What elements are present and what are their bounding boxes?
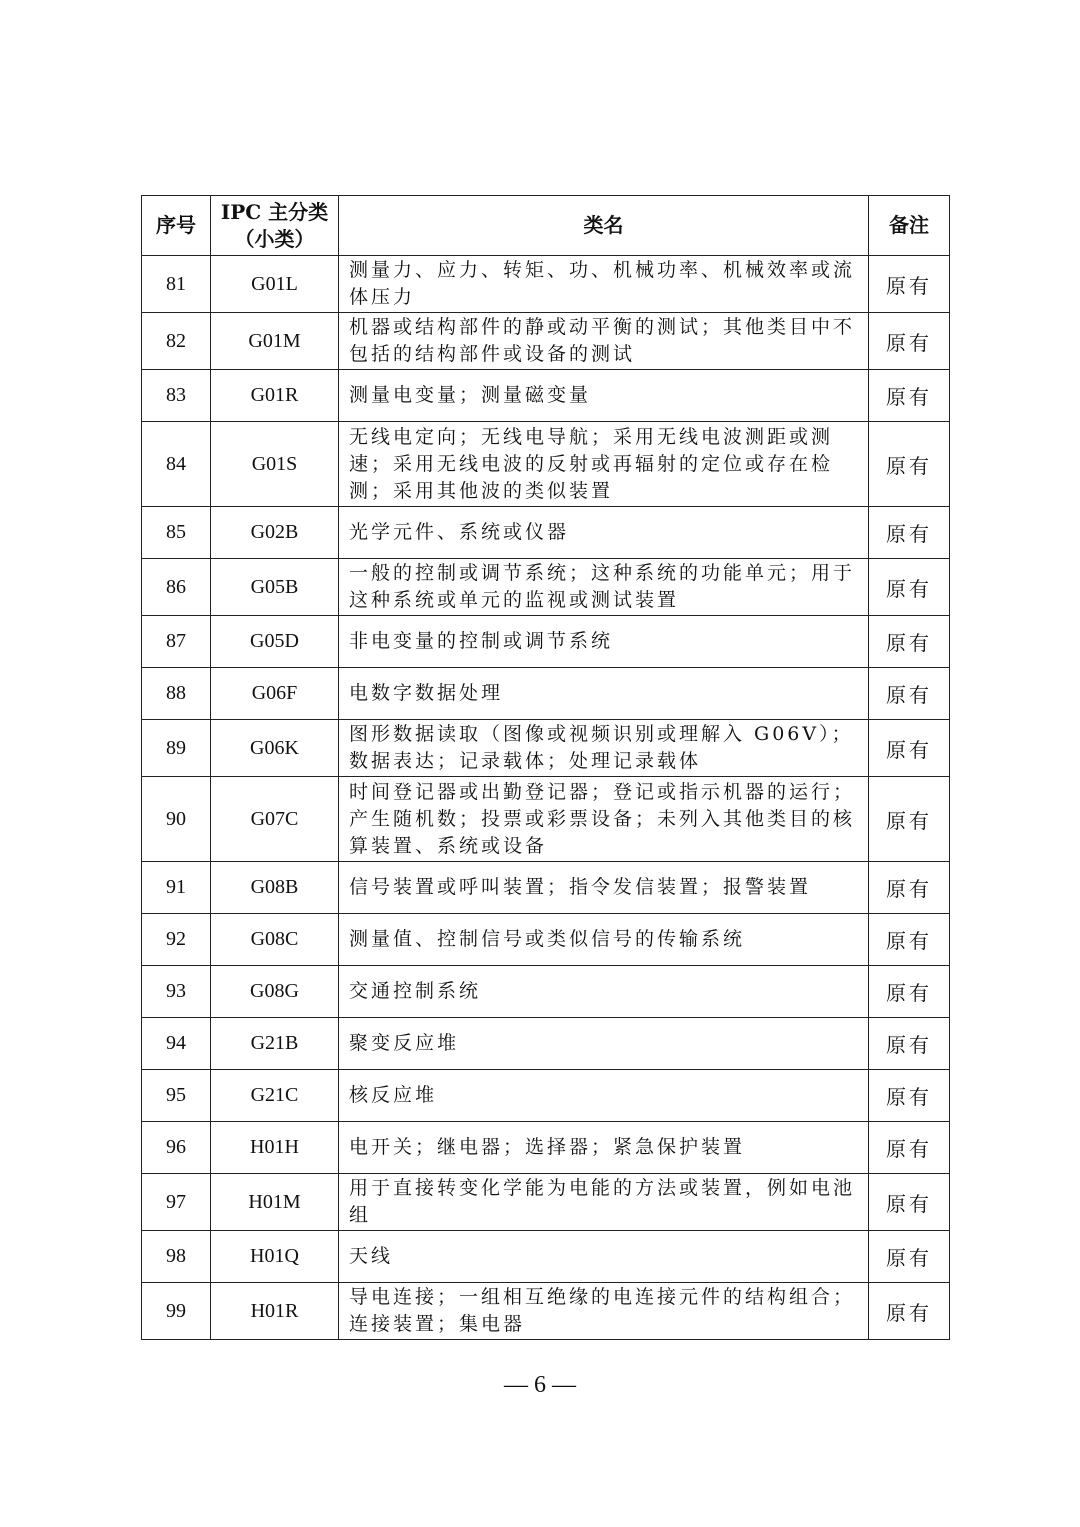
row-note: 原有 [869,507,950,559]
row-class-name: 导电连接；一组相互绝缘的电连接元件的结构组合；连接装置；集电器 [339,1283,869,1340]
header-ipc-line1: IPC 主分类 [220,199,329,224]
table-row [142,507,950,559]
header-seq: 序号 [142,196,211,256]
row-note: 原有 [869,313,950,370]
row-note: 原有 [869,1231,950,1283]
table-row [142,370,950,422]
row-ipc-code: G05D [211,616,339,668]
row-note: 原有 [869,422,950,507]
table-row [142,720,950,777]
row-ipc-code: G08G [211,966,339,1018]
table-row [142,422,950,507]
row-note: 原有 [869,1070,950,1122]
row-note: 原有 [869,1018,950,1070]
table-row [142,862,950,914]
row-class-name: 非电变量的控制或调节系统 [339,616,869,668]
row-class-name: 天线 [339,1231,869,1283]
row-seq: 94 [142,1018,211,1070]
row-note: 原有 [869,862,950,914]
table-header-row [142,196,950,256]
table-row [142,1070,950,1122]
header-class-name: 类名 [339,196,869,256]
row-class-name: 电开关；继电器；选择器；紧急保护装置 [339,1122,869,1174]
table-row [142,777,950,862]
row-class-name: 测量力、应力、转矩、功、机械功率、机械效率或流体压力 [339,256,869,313]
row-seq: 98 [142,1231,211,1283]
row-ipc-code: G08C [211,914,339,966]
row-note: 原有 [869,616,950,668]
table-row [142,914,950,966]
row-note: 原有 [869,720,950,777]
row-ipc-code: G01L [211,256,339,313]
table-row [142,559,950,616]
row-seq: 85 [142,507,211,559]
table-row [142,1122,950,1174]
row-note: 原有 [869,1283,950,1340]
row-seq: 97 [142,1174,211,1231]
table-row [142,1174,950,1231]
table-row [142,1231,950,1283]
row-seq: 99 [142,1283,211,1340]
header-ipc-class [211,196,339,256]
table-row [142,313,950,370]
row-class-name: 交通控制系统 [339,966,869,1018]
header-note: 备注 [869,196,950,256]
row-class-name: 核反应堆 [339,1070,869,1122]
row-ipc-code: G07C [211,777,339,862]
row-note: 原有 [869,777,950,862]
row-seq: 81 [142,256,211,313]
row-seq: 93 [142,966,211,1018]
row-class-name: 聚变反应堆 [339,1018,869,1070]
row-seq: 86 [142,559,211,616]
row-seq: 87 [142,616,211,668]
table-row [142,616,950,668]
table-row [142,1018,950,1070]
row-class-name: 图形数据读取（图像或视频识别或理解入 G06V）；数据表达；记录载体；处理记录载体 [339,720,869,777]
row-note: 原有 [869,966,950,1018]
row-note: 原有 [869,559,950,616]
row-seq: 88 [142,668,211,720]
row-ipc-code: G01M [211,313,339,370]
row-note: 原有 [869,914,950,966]
row-ipc-code: G06F [211,668,339,720]
row-seq: 89 [142,720,211,777]
table-row [142,668,950,720]
header-ipc-line2: （小类） [234,226,315,251]
row-ipc-code: G05B [211,559,339,616]
row-note: 原有 [869,370,950,422]
row-class-name: 信号装置或呼叫装置；指令发信装置；报警装置 [339,862,869,914]
row-ipc-code: G01S [211,422,339,507]
ipc-classification-table [141,195,950,1340]
row-class-name: 时间登记器或出勤登记器；登记或指示机器的运行；产生随机数；投票或彩票设备；未列入其他类目的核算装置、系统或设备 [339,777,869,862]
row-class-name: 机器或结构部件的静或动平衡的测试；其他类目中不包括的结构部件或设备的测试 [339,313,869,370]
row-note: 原有 [869,256,950,313]
row-ipc-code: G06K [211,720,339,777]
row-class-name: 无线电定向；无线电导航；采用无线电波测距或测速；采用无线电波的反射或再辐射的定位或存在检测；采用其他波的类似装置 [339,422,869,507]
row-class-name: 一般的控制或调节系统；这种系统的功能单元；用于这种系统或单元的监视或测试装置 [339,559,869,616]
row-class-name: 用于直接转变化学能为电能的方法或装置，例如电池组 [339,1174,869,1231]
row-seq: 92 [142,914,211,966]
row-seq: 91 [142,862,211,914]
row-seq: 95 [142,1070,211,1122]
row-note: 原有 [869,668,950,720]
row-seq: 83 [142,370,211,422]
row-class-name: 光学元件、系统或仪器 [339,507,869,559]
row-ipc-code: H01M [211,1174,339,1231]
row-ipc-code: G08B [211,862,339,914]
table-row [142,1283,950,1340]
row-class-name: 测量值、控制信号或类似信号的传输系统 [339,914,869,966]
page-number: — 6 — [504,1372,576,1398]
table-row [142,966,950,1018]
table-row [142,256,950,313]
row-ipc-code: G02B [211,507,339,559]
row-ipc-code: G01R [211,370,339,422]
row-class-name: 电数字数据处理 [339,668,869,720]
row-seq: 84 [142,422,211,507]
row-ipc-code: G21B [211,1018,339,1070]
row-seq: 90 [142,777,211,862]
row-seq: 82 [142,313,211,370]
row-ipc-code: H01H [211,1122,339,1174]
row-ipc-code: H01Q [211,1231,339,1283]
table-body [142,256,950,1340]
row-note: 原有 [869,1174,950,1231]
row-ipc-code: H01R [211,1283,339,1340]
row-ipc-code: G21C [211,1070,339,1122]
row-note: 原有 [869,1122,950,1174]
row-seq: 96 [142,1122,211,1174]
row-class-name: 测量电变量；测量磁变量 [339,370,869,422]
